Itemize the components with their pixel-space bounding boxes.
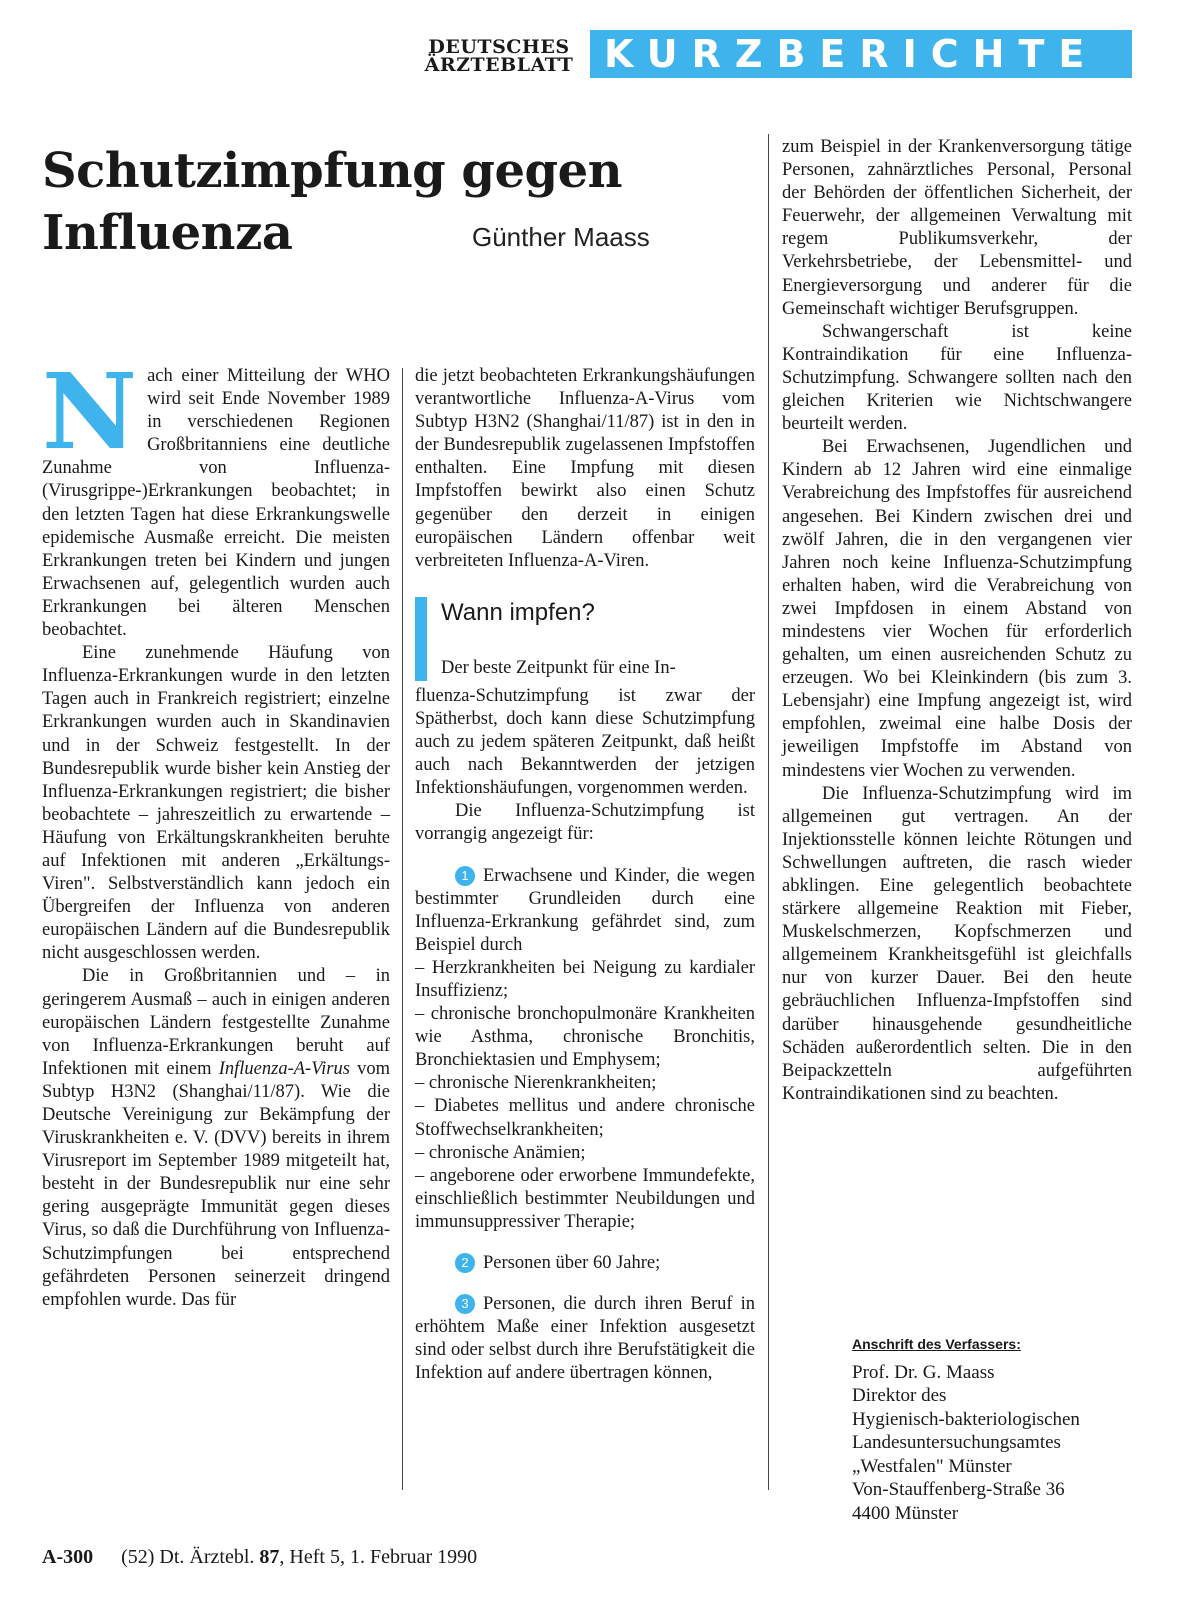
citation-text: (52) Dt. Ärztebl.: [121, 1546, 255, 1568]
paragraph: zum Beispiel in der Krankenversorgung tätige Personen, zahnärztliches Personal, Personal der Behörden der öffentlichen Sicherheit, der Feuerwehr, der allgemeinen Verwaltung mit regem Publikumsverkehr, der Verkehrsbetriebe, der Lebensmittel- und Energieversorgung und anderer für die Gemeinschaft wichtiger Berufsgruppen.: [782, 137, 1132, 319]
number-badge: 1: [455, 866, 475, 886]
column-2: [415, 365, 755, 1385]
paragraph-text: Die in Großbritannien und – in geringerem Ausmaß – auch in einigen anderen europäischen Ländern festgestellte Zunahme von Influenza-Erkrankungen beruht auf Infektionen mit einem: [42, 966, 390, 1079]
subheading-accent-bar: [415, 597, 427, 681]
journal-name-line2: ÄRZTEBLATT: [424, 54, 574, 76]
sub-item: – chronische bronchopulmonäre Krankheiten wie Asthma, chronische Bronchitis, Bronchiektasien und Emphysem;: [415, 1004, 755, 1071]
page-number: A-300: [42, 1546, 94, 1568]
paragraph-intro: [42, 350, 390, 642]
citation-text: , Heft 5, 1. Februar 1990: [279, 1546, 478, 1568]
paragraph: Bei Erwachsenen, Jugendlichen und Kindern ab 12 Jahren wird eine einmalige Verabreichung des Impfstoffes für ausreichend angesehen. Bei Kindern zwischen drei und zwölf Jahren, die in den vergangenen vier Jahren noch keine Influenza-Schutzimpfung erhalten haben, wird die Verabreichung von zwei Impfdosen in einem Abstand von mindestens vier Wochen für erforderlich gehalten, um einen ausreichenden Schutz zu erzeugen. Wo bei Kleinkindern (bis zum 3. Lebensjahr) eine Impfung angezeigt ist, wird empfohlen, zweimal eine halbe Dosis der jeweiligen Impfstoffe im Abstand von mindestens vier Wochen zu verwenden.: [782, 437, 1132, 781]
address-line: Direktor des: [852, 1385, 947, 1406]
address-line: Prof. Dr. G. Maass: [852, 1361, 995, 1383]
paragraph: [42, 965, 390, 1311]
column-divider-2: [768, 134, 769, 1490]
virus-name-emphasis: Influenza-A-Virus: [218, 1058, 350, 1079]
list-item-text: Personen über 60 Jahre;: [483, 1253, 661, 1273]
journal-name-line1: DEUTSCHES: [428, 36, 570, 58]
article-author: Günther Maass: [472, 222, 650, 252]
list-item: [415, 1252, 755, 1275]
paragraph-text: Der beste Zeitpunkt für eine In-: [441, 657, 676, 678]
sub-item: – Diabetes mellitus und andere chronische Stoffwechselkrankheiten;: [415, 1096, 755, 1140]
volume-number: 87: [259, 1546, 280, 1568]
article-title: Schutzimpfung gegen Influenza: [42, 143, 623, 261]
paragraph: Eine zunehmende Häufung von Influenza-Erkrankungen wurde in den letzten Tagen auch in Frankreich registriert; einzelne Erkrankungen wurden auch in Skandinavien und in der Schweiz festgestellt. In der Bundesrepublik wurde bisher kein Anstieg der Influenza-Erkrankungen registriert; die bisher beobachtete – jahreszeitlich zu erwartende – Häufung von Erkältungskrankheiten beruhte auf Infektionen mit anderen „Erkältungs-Viren". Selbstverständlich kann jedoch ein Übergreifen der Influenza von anderen europäischen Ländern auf die Bundesrepublik nicht ausgeschlossen werden.: [42, 643, 390, 964]
address-line: Hygienisch-bakteriologischen: [852, 1408, 1080, 1430]
paragraph: fluenza-Schutzimpfung ist zwar der Spätherbst, doch kann diese Schutzimpfung auch zu jedem späteren Zeitpunkt, daß heißt auch nach Bekanntwerden der jetzigen Infektionshäufungen, vorgenommen werden.: [415, 685, 755, 799]
list-item-text: Erwachsene und Kinder, die wegen bestimmter Grundleiden durch eine Influenza-Erkrankung gefährdet sind, zum Beispiel durch: [415, 865, 755, 955]
paragraph-text: vom Subtyp H3N2 (Shanghai/11/87). Wie die Deutsche Vereinigung zur Bekämpfung der Viruskrankheiten e. V. (DVV) bereits in ihrem Virusreport im September 1989 mitgeteilt hat, besteht in der Bundesrepublik nur eine sehr gering ausgeprägte Immunität gegen dieses Virus, so daß die Durchführung von Influenza-Schutzimpfungen bei entsprechend gefährdeten Personen seinerzeit dringend empfohlen wurde. Das für: [42, 1058, 390, 1310]
journal-logo: [408, 30, 590, 78]
paragraph: die jetzt beobachteten Erkrankungshäufungen verantwortliche Influenza-A-Virus vom Subtyp H3N2 (Shanghai/11/87) ist in den in der Bundesrepublik zugelassenen Impfstoffen enthalten. Eine Impfung mit diesen Impfstoffen bewirkt also einen Schutz gegenüber den derzeit in einigen europäischen Ländern offenbar weit verbreiteten Influenza-A-Viren.: [415, 366, 755, 571]
paragraph: Schwangerschaft ist keine Kontraindikation für eine Influenza-Schutzimpfung. Schwangere sollten nach den gleichen Kriterien wie Nichtschwangere beurteilt werden.: [782, 321, 1132, 435]
number-badge: 2: [455, 1253, 475, 1273]
column-3: [782, 136, 1132, 1106]
subheading-block: [415, 597, 755, 681]
drop-cap: N: [42, 350, 138, 473]
address-line: Landesuntersuchungsamtes: [852, 1432, 1061, 1453]
column-divider-1: [402, 368, 403, 1490]
paragraph: Die Influenza-Schutzimpfung wird im allgemeinen gut vertragen. An der Injektionsstelle können leichte Rötungen und Schwellungen auftreten, die rasch wieder abklingen. Eine gelegentlich beobachtete stärkere allgemeine Reaktion mit Fieber, Muskelschmerzen, Kopfschmerzen und allgemeinem Krankheitsgefühl ist gleichfalls nur von kurzer Dauer. Bei den heute gebräuchlichen Influenza-Impfstoffen sind darüber hinausgehende gesundheitliche Schäden außerordentlich selten. Die in den Beipackzetteln aufgeführten Kontraindikationen sind zu beachten.: [782, 783, 1132, 1104]
sub-item: – chronische Anämien;: [415, 1142, 586, 1163]
masthead: [408, 30, 1178, 78]
address-line: Von-Stauffenberg-Straße 36: [852, 1479, 1065, 1500]
address-line: „Westfalen" Münster: [852, 1455, 1012, 1477]
sub-item: – angeborene oder erworbene Immundefekte, einschließlich bestimmter Neubildungen und immunsuppressiver Therapie;: [415, 1165, 755, 1232]
sub-item: – chronische Nierenkrankheiten;: [415, 1073, 657, 1094]
list-item: [415, 865, 755, 1235]
address-line: 4400 Münster: [852, 1502, 959, 1524]
page-footer: [42, 1546, 477, 1569]
subheading-title: Wann impfen?: [441, 598, 595, 626]
address-label: Anschrift des Verfassers:: [852, 1336, 1021, 1352]
list-item-text: Personen, die durch ihren Beruf in erhöhtem Maße einer Infektion ausgesetzt sind oder selbst durch ihre Berufstätigkeit die Infektion auf andere übertragen können,: [415, 1294, 755, 1384]
author-address: [852, 1333, 1152, 1525]
column-1: [42, 350, 390, 1312]
paragraph-text: ach einer Mitteilung der WHO wird seit Ende November 1989 in verschiedenen Regionen Großbritanniens eine deutliche Zunahme von Influenza-(Virusgrippe-)Erkrankungen beobachtet; in den letzten Tagen hat diese Erkrankungswelle epidemische Ausmaße erreicht. Die meisten Erkrankungen treten bei Kindern und jungen Erwachsenen auf, gelegentlich wurden auch Erkrankungen bei älteren Menschen beobachtet.: [42, 366, 390, 641]
section-banner: KURZBERICHTE: [590, 30, 1132, 78]
number-badge: 3: [455, 1294, 475, 1314]
sub-item: – Herzkrankheiten bei Neigung zu kardialer Insuffizienz;: [415, 957, 755, 1001]
list-item: [415, 1293, 755, 1385]
paragraph: Die Influenza-Schutzimpfung ist vorrangig angezeigt für:: [415, 801, 755, 845]
